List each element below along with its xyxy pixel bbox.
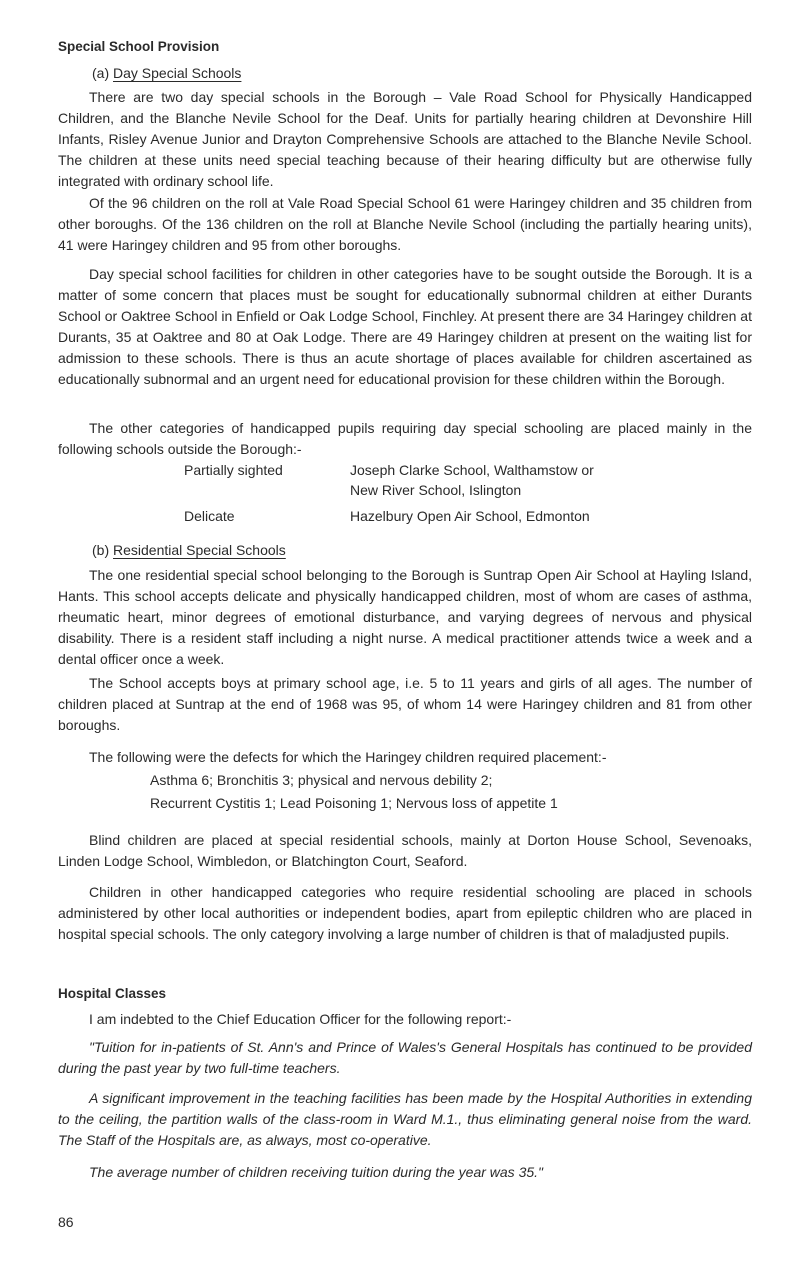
paragraph-suntrap-school: The one residential special school belonging to the Borough is Suntrap Open Air School at Hayling Island, Hants. This school accepts delicate and physically handicapped children, most of whom are cases of asthma, rheumatic heart, minor degrees of emotional disturbance, and varying degrees of nervous and physical disability. There is a resident staff including a night nurse. A medical practitioner attends twice a week and a dental officer once a week.	[58, 567, 752, 667]
paragraph-defects-intro: The following were the defects for which the Haringey children required placement:-	[89, 749, 607, 765]
table-school: Joseph Clarke School, Walthamstow or	[350, 462, 594, 478]
subheading-residential-special-schools	[92, 541, 286, 560]
table-category: Partially sighted	[184, 462, 283, 478]
quote-improvement: A significant improvement in the teaching facilities has been made by the Hospital Authorities in extending to the ceiling, the partition walls of the class-room in Ward M.1., thus eliminating general noise from the ward. The Staff of the Hospitals are, as always, most co-operative.	[58, 1090, 752, 1148]
defects-line: Asthma 6; Bronchitis 3; physical and nervous debility 2;	[150, 772, 493, 788]
subheading-title: Day Special Schools	[113, 65, 242, 81]
table-school: New River School, Islington	[350, 482, 522, 498]
paragraph-blind-children: Blind children are placed at special residential schools, mainly at Dorton House School, Sevenoaks, Linden Lodge School, Wimbledon, or Blatchington Court, Seaford.	[58, 832, 752, 869]
quote-tuition: "Tuition for in-patients of St. Ann's and Prince of Wales's General Hospitals has continued to be provided during the past year by two full-time teachers.	[58, 1039, 752, 1076]
subheading-title: Residential Special Schools	[113, 542, 286, 558]
section-heading-hospital-classes: Hospital Classes	[58, 986, 167, 1001]
paragraph-other-residential: Children in other handicapped categories who require residential schooling are placed in schools administered by other local authorities or independent bodies, apart from epileptic children who are placed in hospital special schools. The only category involving a large number of children is that of maladjusted pupils.	[58, 884, 752, 942]
defects-line: Recurrent Cystitis 1; Lead Poisoning 1; Nervous loss of appetite 1	[150, 795, 558, 811]
subheading-label: (a)	[92, 65, 110, 81]
paragraph-other-categories: The other categories of handicapped pupils requiring day special schooling are placed mainly in the following schools outside the Borough:-	[58, 420, 752, 457]
paragraph-day-schools: There are two day special schools in the Borough – Vale Road School for Physically Handicapped Children, and the Blanche Nevile School for the Deaf. Units for partially hearing children at Devonshire Hill Infants, Risley Avenue Junior and Drayton Comprehensive Schools are attached to the Blanche Nevile School. The children at these units need special teaching because of their hearing difficulty but are otherwise fully integrated with ordinary school life.	[58, 89, 752, 189]
quote-average: The average number of children receiving tuition during the year was 35."	[89, 1164, 544, 1180]
paragraph-suntrap-admissions: The School accepts boys at primary school age, i.e. 5 to 11 years and girls of all ages. The number of children placed at Suntrap at the end of 1968 was 95, of whom 14 were Haringey children and 81 from other boroughs.	[58, 675, 752, 733]
section-heading-special-school-provision: Special School Provision	[58, 39, 220, 54]
paragraph-roll-numbers: Of the 96 children on the roll at Vale Road Special School 61 were Haringey children and 35 children from other boroughs. Of the 136 children on the roll at Blanche Nevile School (including the partially hearing units), 41 were Haringey children and 95 from other boroughs.	[58, 195, 752, 253]
page-number: 86	[58, 1214, 74, 1230]
table-school: Hazelbury Open Air School, Edmonton	[350, 508, 590, 524]
paragraph-esn-shortage: Day special school facilities for children in other categories have to be sought outside the Borough. It is a matter of some concern that places must be sought for educationally subnormal children at either Durants School or Oaktree School in Enfield or Oak Lodge School, Finchley. At present there are 34 Haringey children at Durants, 35 at Oaktree and 80 at Oak Lodge. There are 49 Haringey children at present on the waiting list for admission to these schools. There is thus an acute shortage of places available for children ascertained as educationally subnormal and an urgent need for educational provision for these children within the Borough.	[58, 266, 752, 387]
subheading-day-special-schools	[92, 64, 241, 83]
subheading-label: (b)	[92, 542, 110, 558]
table-category: Delicate	[184, 508, 235, 524]
paragraph-hospital-intro: I am indebted to the Chief Education Officer for the following report:-	[89, 1011, 512, 1027]
